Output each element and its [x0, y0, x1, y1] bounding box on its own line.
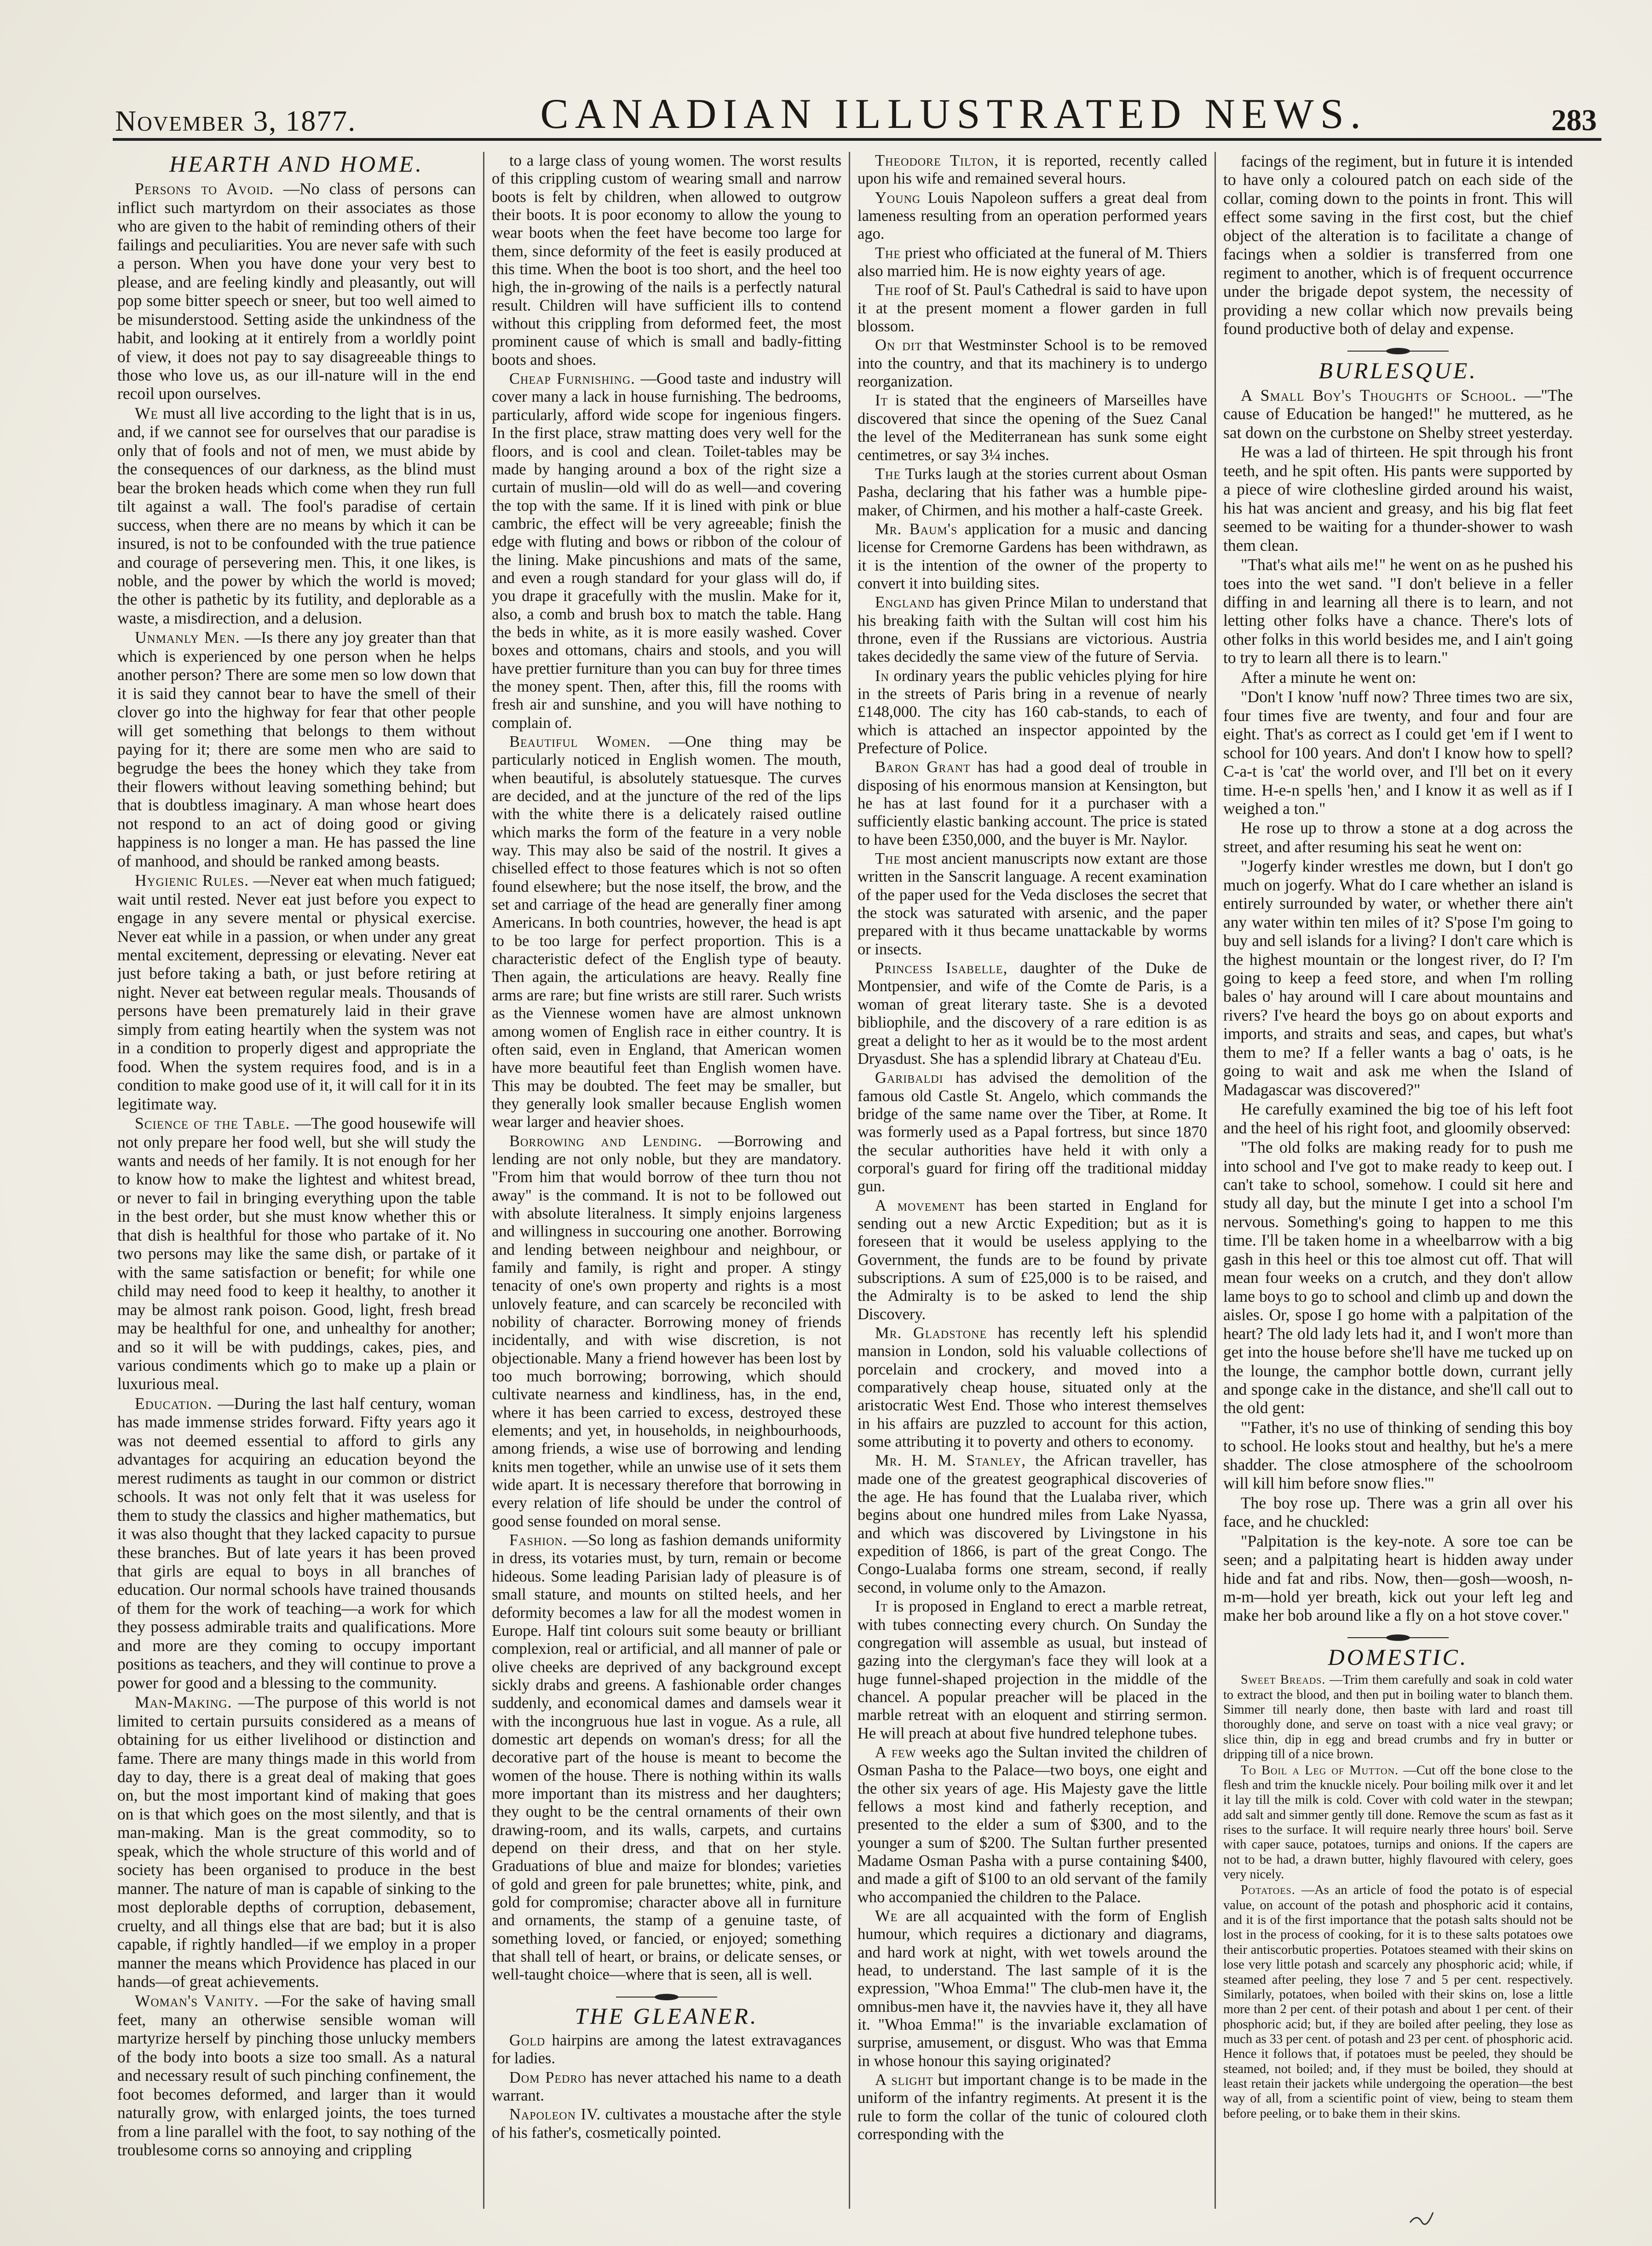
paragraph-text: "Palpitation is the key-note. A sore toe can be seen; and a palpitating heart is hidden away under hide and fat and ribs. Now, then—gosh—woosh, n-m-m—hold yer breath, kick out your left leg and make her bob around like a fly on a hot stove cover." — [1223, 1531, 1573, 1625]
paragraph-lead: Baron Grant — [875, 758, 971, 776]
article-paragraph — [1223, 1494, 1573, 1531]
article-paragraph — [858, 1197, 1207, 1323]
domestic-recipes — [1223, 1673, 1573, 2121]
paragraph-lead: It — [875, 392, 888, 410]
article-paragraph — [1223, 1883, 1573, 2121]
paragraph-text: —Borrowing and lending are not only noble, but they are mandatory. "From him that would borrow of thee turn thou not away" is the command. It is not to be followed out with absolute literalness. It simply enjoins largeness and willingness in succouring one another. Borrowing and lending between neighbour and neighbour, or family and family, is right and proper. A stingy tenacity of one's own property and rights is a most unlovely feature, and can scarcely be reconciled with nobility of character. Borrowing money of friends incidentally, and with wise discretion, is not objectionable. Many a friend however has been lost by too much borrowing; borrowing, which should cultivate nearness and kindliness, has, in the end, where it has been carried to excess, destroyed these elements; and yet, in households, in neighbourhoods, among friends, a wise use of borrowing and lending knits men together, while an unwise use of it sets them wide apart. It is necessary therefore that borrowing in every relation of life should be under the control of good sense founded on moral sense. — [492, 1132, 841, 1530]
paragraph-text: —Never eat when much fatigued; wait until rested. Never eat just before you expect to engage in any severe mental or physical exercise. Never eat while in a passion, or when under any great mental excitement, depressing or elevating. Never eat just before taking a bath, or just before retiring at night. Never eat between regular meals. Thousands of persons have been prematurely laid in their grave simply from eating heartily when the system was not in a condition to properly digest and appropriate the food. When the system requires food, and is in a condition to make good use of it, it will call for it in its legitimate way. — [117, 871, 476, 1113]
paragraph-text: He carefully examined the big toe of his left foot and the heel of his right foot, and gloomily observed: — [1223, 1100, 1573, 1137]
paragraph-text: "'Father, it's no use of thinking of sending this boy to school. He looks stout and healthy, but he's a mere shadder. The close atmosphere of the schoolroom will kill him before snow flies.'" — [1223, 1418, 1573, 1493]
paragraph-text: the African traveller, has made one of the greatest geographical discoveries of the age. He has found that the Lualaba river, which begins about one hundred miles from Lake Nyassa, and which was discovered by Livingstone in his expedition of 1866, is part of the great Congo. The Congo-Lualaba forms one stream, second, if really second, in volume only to the Amazon. — [858, 1452, 1207, 1596]
paragraph-lead: Unmanly Men. — [135, 628, 240, 647]
paragraph-text: is proposed in England to erect a marble retreat, with tubes connecting every church. On Sunday the congregation will assemble as usual, but instead of gazing into the clergyman's face they will look at a huge funnel-shaped projection in the middle of the chancel. A popular preacher will be placed in the marble retreat with an eloquent and stirring sermon. He will preach at about five hundred telephone tubes. — [858, 1598, 1208, 1742]
paragraph-lead: In — [875, 667, 889, 685]
paragraph-text: —Is there any joy greater than that which is experienced by one person when he helps another person? There are some men so low down that it is said they cannot bear to have the smell of their clover go into the highway for fear that other people will get something that belongs to them without paying for it; there are some men who are said to begrudge the bees the honey which they take from their flowers without leaving something behind; but that is doubtless imaginary. A man whose heart does not respond to an act of doing good or giving happiness is no longer a man. He has passed the line of manhood, and should be ranked among beasts. — [117, 628, 476, 870]
section-heading-the-gleaner: THE GLEANER. — [575, 2003, 759, 2029]
paragraph-text: —Trim them carefully and soak in cold water to extract the blood, and then put in boiling water to blanch them. Simmer till nearly done, then baste with lard and roast till thoroughly done, and serve on toast with a nice veal gravy; or slice thin, dip in egg and bread crumbs and fry in butter or dripping till of a nice brown. — [1223, 1673, 1573, 1762]
paragraph-text: —The good housewife will not only prepare her food well, but she will study the wants and needs of her family. It is not enough for her to know how to make the lightest and whitest bread, or never to fail in bringing everything upon the table in the best order, but she must know whether this or that dish is healthful for those who partake of it. No two persons may like the same dish, or partake of it with the same satisfaction or benefit; for while one child may need food to keep it healthy, to another it may be almost rank poison. Good, light, fresh bread may be healthful for one, and unhealthy for another; and so it will be with puddings, cakes, pies, and various condiments which go to make up a plain or luxurious meal. — [117, 1114, 476, 1393]
section-heading-hearth-and-home: HEARTH AND HOME. — [169, 152, 424, 177]
paragraph-text: "That's what ails me!" he went on as he pushed his toes into the wet sand. "I don't believe in a feller diffing in and learning all there is to learn, and not letting other folks have a chance. There's lots of other folks in this world besides me, and I ain't going to try to learn all there is to learn." — [1223, 555, 1573, 667]
paragraph-lead: Man-Making. — [135, 1693, 232, 1712]
article-paragraph — [858, 959, 1207, 1068]
article-paragraph — [858, 336, 1207, 391]
article-paragraph — [858, 667, 1207, 758]
paragraph-text: —No class of persons can inflict such martyrdom on their associates as those who are given to the habit of reminding others of their failings and peculiarities. You are never safe with such a person. When you have done your very best to please, and are feeling kindly and pleasantly, out will pop some bitter speech or sneer, but too well aimed to be misunderstood. Setting aside the unkindness of the habit, and looking at it entirely from a worldly point of view, it does not pay to say disagreeable things to those who love us, as our ill-nature will in the end recoil upon ourselves. — [117, 179, 476, 403]
section-heading-domestic: DOMESTIC. — [1328, 1644, 1468, 1670]
burlesque-articles — [1223, 386, 1573, 1625]
article-paragraph — [1223, 1138, 1573, 1417]
paragraph-lead: Sweet Breads. — [1241, 1673, 1326, 1687]
paragraph-text: The boy rose up. There was a grin all over his face, and he chuckled: — [1223, 1493, 1573, 1531]
article-paragraph — [1223, 443, 1573, 554]
article-paragraph — [858, 244, 1207, 281]
paragraph-lead: Beautiful Women. — [509, 733, 651, 751]
article-paragraph — [858, 465, 1207, 520]
paragraph-lead: Garibaldi — [875, 1069, 944, 1087]
article-paragraph — [858, 1744, 1207, 1906]
paragraph-text: it is reported, recently called upon his wife and remained several hours. — [858, 152, 1207, 188]
column-3 — [849, 152, 1215, 2209]
article-paragraph — [117, 1114, 476, 1393]
article-paragraph — [1223, 555, 1573, 667]
paragraph-lead: A Small Boy's Thoughts of School. — [1241, 386, 1517, 404]
paragraph-text: —So long as fashion demands uniformity in dress, its votaries must, by turn, remain or become hideous. Some leading Parisian lady of pleasure is of small stature, and mounts on stilted heels, and her deformity becomes a law for all the modest women in Europe. Half tint colours suit some beauty or brilliant complexion, real or artificial, and all manner of pale or olive cheeks are deprived of any background except sickly drabs and greens. A fashionable order changes suddenly, and economical dames and damsels wear it with the incongruous hue last in vogue. As a rule, all domestic art depends on woman's dress; for all the decorative part of the house is meant to become the women of the house. There is nothing within its walls more important than its mistress and her daughters; they ought to be the central ornaments of their own drawing-room, and its walls, carpets, and curtains depend on their dress, and that on her style. Graduations of blue and maize for blondes; varieties of gold and green for pale brunettes; white, pink, and gold for compromise; character above all in furniture and ornaments, the stamp of a genuine taste, of something loved, or fancied, or enjoyed; something that shall tell of heart, or brains, or delicate senses, or well-taught choice—where that is seen, all is well. — [492, 1531, 842, 1984]
article-paragraph — [858, 758, 1207, 849]
section-divider-ornament — [611, 1992, 722, 2003]
paragraph-lead: We — [135, 404, 158, 422]
page-number: 283 — [1551, 104, 1597, 137]
gleaner-items — [492, 2032, 841, 2142]
paragraph-text: Turks laugh at the stories current about Osman Pasha, declaring that his father was a humble pipe-maker, of Chirmen, and his mother a half-caste Greek. — [858, 465, 1207, 519]
paragraph-lead: A few — [875, 1743, 916, 1761]
paragraph-lead: Mr. Baum's — [875, 520, 958, 538]
paragraph-text: but important change is to be made in the uniform of the infantry regiments. At present it is the rule to form the collar of the tunic of coloured cloth corresponding with the — [858, 2071, 1207, 2143]
paragraph-text: —As an article of food the potato is of especial value, on account of the potash and phosphoric acid it contains, and it is of the first importance that the potash salts should not be lost in the process of cooking, for it is to these salts potatoes owe their antiscorbutic properties. Potatoes steamed with their skins on lose very little potash and scarcely any phosphoric acid; while, if steamed after peeling, they lose 7 and 5 per cent. respectively. Similarly, potatoes, when boiled with their skins on, lose a little more than 2 per cent. of their potash and about 1 per cent. of their phosphoric acid; but, if they are boiled after peeling, they lose as much as 33 per cent. of potash and 23 per cent. of phosphoric acid. Hence it follows that, if potatoes must be peeled, they should be steamed, not boiled; and, if they must be boiled, they should at least retain their jackets while undergoing the operation—the best way of all, from a scientific point of view, being to steam them before peeling, or to bake them in their skins. — [1223, 1883, 1573, 2121]
article-paragraph — [858, 392, 1207, 464]
paragraph-text: daughter of the Duke de Montpensier, and wife of the Comte de Paris, is a woman of great literary taste. She is a devoted bibliophile, and the discovery of a rare edition is as great a delight to her as it would be to the most ardent Dryasdust. She has a splendid library at Chateau d'Eu. — [858, 959, 1207, 1068]
paragraph-lead: Dom Pedro — [509, 2068, 587, 2086]
paragraph-text: cultivates a moustache after the style of his father's, cosmetically pointed. — [492, 2106, 841, 2142]
paragraph-lead: A movement — [875, 1196, 965, 1214]
column-4 — [1215, 152, 1580, 2209]
article-paragraph — [858, 152, 1207, 188]
paragraph-text: has been started in England for sending out a new Arctic Expedition; but as it is foreseen that it would be useless applying to the Government, the funds are to be found by private subscriptions. A sum of £25,000 is to be raised, and the Admiralty is to be asked to lend the ship Discovery. — [858, 1196, 1208, 1323]
article-paragraph — [858, 850, 1207, 958]
article-paragraph — [117, 404, 476, 627]
paragraph-text: —Cut off the bone close to the flesh and trim the knuckle nicely. Pour boiling milk over it and let it lay till the milk is cold. Cover with cold water in the stewpan; add salt and simmer gently till done. Remove the scum as fast as it rises to the surface. It will require nearly three hours' boil. Serve with caper sauce, potatoes, turnips and onions. If the capers are not to be had, a drawn butter, highly flavoured with celery, goes very nicely. — [1223, 1763, 1573, 1882]
article-paragraph — [117, 1693, 476, 1991]
column-1 — [117, 152, 483, 2209]
issue-date: November 3, 1877. — [115, 104, 357, 137]
paragraph-lead: Persons to Avoid. — [135, 179, 274, 198]
article-paragraph — [1223, 819, 1573, 856]
article-paragraph — [1223, 386, 1573, 442]
article-paragraph — [858, 594, 1207, 666]
paragraph-text: has given Prince Milan to understand that his breaking faith with the Sultan will cost him his throne, even if the Russians are victorious. Austria takes decidedly the same view of the future of Servia. — [858, 594, 1207, 666]
paragraph-text: has never attached his name to a death warrant. — [492, 2068, 842, 2105]
article-paragraph — [117, 1992, 476, 2159]
paragraph-lead: The — [875, 244, 901, 262]
paragraph-text: has had a good deal of trouble in disposing of his enormous mansion at Kensington, but he has at last found for it a purchaser with a sufficiently elastic banking account. The price is stated to have been £350,000, and the buyer is Mr. Naylor. — [858, 758, 1208, 849]
paragraph-text: "Jogerfy kinder wrestles me down, but I don't go much on jogerfy. What do I care whether an island is entirely surrounded by water, or whether there ain't any water within ten miles of it? S'pose I'm going to buy and sell islands for a living? I don't care which is the highest mountain or the longest river, do I? I'm going to keep a feed store, and when I'm rolling bales o' hay around will I care about mountains and rivers? I've heard the boys go on about exports and imports, and straits and seas, and capes, but what's them to me? If a feller wants a bag o' oats, is he going to wait and ask me when the Island of Madagascar was discovered?" — [1223, 857, 1573, 1099]
paragraph-text: facings of the regiment, but in future it is intended to have only a coloured patch on each side of the collar, coming down to the points in front. This will effect some saving in the first cost, but the chief object of the alteration is to facilitate a change of facings when a soldier is transferred from one regiment to another, which is of frequent occurrence under the brigade depot system, the necessity of providing a new collar which now prevails being found productive both of delay and expense. — [1223, 152, 1573, 338]
paragraph-lead: Cheap Furnishing. — [509, 370, 635, 388]
paragraph-lead: Mr. H. M. Stanley, — [875, 1452, 1026, 1470]
article-columns — [117, 152, 1599, 2209]
paragraph-text: that Westminster School is to be removed into the country, and that its machinery is to undergo reorganization. — [858, 336, 1207, 391]
article-paragraph — [858, 2071, 1207, 2143]
paragraph-text: weeks ago the Sultan invited the children of Osman Pasha to the Palace—two boys, one eight and the other six years of age. His Majesty gave the little fellows a most kind and fatherly reception, and presented to the elder a sum of $300, and to the younger a sum of $200. The Sultan further presented Madame Osman Pasha with a purse containing $400, and made a gift of $100 to an old servant of the family who accompanied the children to the Palace. — [858, 1743, 1208, 1906]
article-paragraph — [1223, 152, 1573, 338]
paragraph-text: —One thing may be particularly noticed in English women. The mouth, when beautiful, is absolutely statuesque. The curves are decided, and at the juncture of the red of the lips with the white there is a delicately raised outline which marks the form of the feature in a very noble way. This may also be said of the nostril. It gives a chiselled effect to those features which is not so often found elsewhere; but the nose itself, the brow, and the set and carriage of the head are generally finer among Americans. In both countries, however, the head is apt to be too large for perfect proportion. This is a characteristic defect of the English type of beauty. Then again, the articulations are heavy. Really fine arms are rare; but fine wrists are still rarer. Such wrists as the Viennese women have are almost unknown among women of English race in either country. It is often said, even in England, that American women have more beautiful feet than English women have. This may be doubted. The feet may be smaller, but they generally look smaller because English women wear larger and heavier shoes. — [492, 733, 842, 1131]
paragraph-text: roof of St. Paul's Cathedral is said to have upon it at the present moment a flower garden in full blossom. — [858, 281, 1208, 335]
paragraph-text: Louis Napoleon suffers a great deal from lameness resulting from an operation performed years ago. — [858, 189, 1207, 243]
paragraph-lead: Napoleon IV. — [509, 2106, 601, 2124]
pencil-mark-icon — [1408, 2209, 1435, 2227]
paragraph-lead: The — [875, 850, 901, 868]
article-paragraph — [492, 152, 841, 369]
paragraph-text: He was a lad of thirteen. He spit through his front teeth, and he spit often. His pants were supported by a piece of wire clothesline girded around his waist, his hat was ancient and greasy, and his big flat feet seemed to be waiting for a thunder-shower to wash them clean. — [1223, 443, 1573, 554]
article-paragraph — [1223, 1673, 1573, 1762]
article-paragraph — [858, 1907, 1207, 2070]
article-paragraph — [117, 1394, 476, 1692]
article-paragraph — [1223, 1100, 1573, 1137]
paragraph-lead: To Boil a Leg of Mutton. — [1241, 1763, 1399, 1778]
article-paragraph — [1223, 1532, 1573, 1625]
article-paragraph — [492, 2069, 841, 2105]
article-paragraph — [492, 370, 841, 732]
page-header — [115, 87, 1597, 138]
paragraph-text: is stated that the engineers of Marseilles have discovered that since the opening of the Suez Canal the level of the Mediterranean has sunk some eight centimetres, or say 3¼ inches. — [858, 392, 1207, 464]
article-paragraph — [492, 2106, 841, 2142]
paragraph-lead: Education. — [135, 1394, 213, 1413]
section-heading-burlesque: BURLESQUE. — [1318, 357, 1478, 383]
paragraph-text: to a large class of young women. The worst results of this crippling custom of wearing small and narrow boots is felt by children, when allowed to outgrow their boots. It is poor economy to allow the young to wear boots when the feet have become too large for them, since deformity of the feet is easily produced at this time. When the boot is too short, and the heel too high, the in-growing of the nails is a perfectly natural result. Children will have sufficient ills to contend without this crippling from deformed feet, the most prominent cause of which is small and badly-fitting boots and shoes. — [492, 152, 841, 369]
article-paragraph — [1223, 1763, 1573, 1882]
paragraph-text: application for a music and dancing license for Cremorne Gardens has been withdrawn, as it is the intention of the owner of the property to convert it into building sites. — [858, 520, 1207, 592]
paragraph-lead: Borrowing and Lending. — [509, 1132, 702, 1150]
article-paragraph — [492, 1132, 841, 1531]
paragraph-lead: Gold — [509, 2032, 546, 2050]
article-paragraph — [117, 871, 476, 1113]
paragraph-text: are all acquainted with the form of English humour, which requires a dictionary and diagrams, and hard work at night, with wet towels around the head, to understand. The last sample of it is the expression, "Whoa Emma!" The club-men have it, the omnibus-men have it, the navvies have it, they all have it. "Whoa Emma!" is the invariable exclamation of surprise, amusement, or disgust. Who was that Emma in whose honour this saying originated? — [858, 1907, 1208, 2070]
article-paragraph — [492, 733, 841, 1132]
article-paragraph — [492, 2032, 841, 2068]
article-paragraph — [858, 1324, 1207, 1451]
column-2-articles — [492, 152, 841, 1984]
paragraph-lead: Young — [875, 189, 921, 207]
paragraph-text: —During the last half century, woman has made immense strides forward. Fifty years ago it was not deemed essential to afford to girls any advantages for acquiring an education beyond the merest rudiments as taught in our common or district schools. It was not only felt that it was useless for them to study the classics and higher mathematics, but it was also thought that they lacked capacity to pursue these branches. But of late years it has been proved that girls are equal to boys in all branches of education. Our normal schools have trained thousands of them for the work of teaching—a work for which they possess admirable traits and qualifications. More and more are they coming to occupy important positions as teachers, and they will continue to prove a power for good and a blessing to the community. — [117, 1394, 476, 1692]
article-paragraph — [858, 281, 1207, 335]
article-paragraph — [858, 1452, 1207, 1597]
article-paragraph — [492, 1531, 841, 1984]
paragraph-text: has recently left his splendid mansion in London, sold his valuable collections of porcelain and crockery, and moved into a comparatively cheap house, situated only at the aristocratic West End. Those who interest themselves in his affairs are puzzled to account for this action, some attributing it to poverty and others to economy. — [858, 1324, 1207, 1451]
article-paragraph — [117, 628, 476, 870]
paragraph-text: He rose up to throw a stone at a dog across the street, and after resuming his seat he went on: — [1223, 819, 1573, 856]
paragraph-text: —Good taste and industry will cover many a lack in house furnishing. The bedrooms, particularly, afford wide scope for ingenious fingers. In the first place, straw matting does very well for the floors, and is cool and clean. Toilet-tables may be made by hanging around a box of the right size a curtain of muslin—old will do as well—and covering the top with the same. If it is lined with pink or blue cambric, the effect will be very agreeable; finish the edge with fluting and bows or ribbon of the colour of the lining. Make pincushions and mats of the same, and even a rough standard for your glass will do, if you drape it gracefully with the muslin. Make for it, also, a comb and brush box to match the table. Hang the beds in white, as it is more easily washed. Cover boxes and ottomans, chairs and stools, and you will have prettier furniture than you can buy for three times the money spent. Then, after this, fill the rooms with fresh air and sunshine, and you will have nothing to complain of. — [492, 370, 841, 732]
paragraph-lead: We — [875, 1907, 898, 1925]
gleaner-items-continued — [858, 152, 1207, 2143]
paragraph-lead: Woman's Vanity. — [135, 1992, 259, 2010]
paragraph-lead: Theodore Tilton, — [875, 152, 999, 169]
article-paragraph — [858, 1069, 1207, 1195]
column-2 — [483, 152, 849, 2209]
paragraph-text: hairpins are among the latest extravagances for ladies. — [492, 2032, 841, 2067]
paragraph-lead: The — [875, 465, 901, 483]
column-4-continuation — [1223, 152, 1573, 338]
paragraph-lead: England — [875, 594, 935, 612]
paragraph-text: After a minute he went on: — [1241, 668, 1416, 687]
paragraph-text: priest who officiated at the funeral of M. Thiers also married him. He is now eighty years of age. — [858, 244, 1207, 280]
article-paragraph — [858, 189, 1207, 243]
paragraph-text: —For the sake of having small feet, many an otherwise sensible woman will martyrize herself by pinching those unlucky members of the body into boots a size too small. As a natural and necessary result of such pinching confinement, the foot becomes deformed, and larger than it would naturally grow, with enlarged joints, the toes turned from a line parallel with the foot, to say nothing of the troublesome corns so annoying and crippling — [117, 1992, 476, 2159]
paragraph-text: ordinary years the public vehicles plying for hire in the streets of Paris bring in a revenue of nearly £148,000. The city has 160 cab-stands, to each of which is attached an inspector appointed by the Prefecture of Police. — [858, 667, 1208, 757]
paragraph-lead: Science of the Table. — [135, 1114, 290, 1133]
paragraph-lead: Mr. Gladstone — [875, 1324, 987, 1342]
paragraph-text: must all live according to the light that is in us, and, if we cannot see for ourselves that our paradise is only that of fools and not of men, we must abide by the consequences of our darkness, as the blind must bear the broken heads which come when they run full tilt against a wall. The fool's paradise of certain success, when there are no means by which it can be insured, is not to be confounded with the true patience and courage of persevering men. This, it one likes, is noble, and the power by which the world is moved; the other is pathetic by its futility, and deplorable as a waste, a misdirection, and a delusion. — [117, 404, 476, 627]
paragraph-lead: On dit — [875, 336, 922, 354]
paragraph-text: —The purpose of this world is not limited to certain pursuits considered as a means of obtaining for us either livelihood or distinction and fame. There are many things made in this world from day to day, there is a great deal of making that goes on, but the most important kind of making that goes on is that which goes on the most silently, and that is man-making. Man is the great commodity, so to speak, which the whole structure of this world and of society has been organised to produce in the best manner. The nature of man is capable of sinking to the most deplorable depths of corruption, debasement, cruelty, and all things else that are bad; but it is also capable, if rightly handled—if we employ in a proper manner the means which Providence has placed in our hands—of great achievements. — [117, 1693, 476, 1991]
section-divider-ornament — [1343, 346, 1453, 357]
article-paragraph — [858, 1598, 1207, 1743]
article-paragraph — [117, 179, 476, 403]
paragraph-lead: The — [875, 281, 901, 299]
article-paragraph — [1223, 1418, 1573, 1493]
section-divider-ornament — [1343, 1632, 1453, 1643]
article-paragraph — [858, 520, 1207, 593]
article-paragraph — [1223, 687, 1573, 818]
paragraph-lead: A slight — [875, 2071, 933, 2089]
article-paragraph — [1223, 857, 1573, 1099]
paragraph-lead: Potatoes. — [1241, 1883, 1295, 1898]
newspaper-title: CANADIAN ILLUSTRATED NEWS. — [540, 90, 1367, 137]
paragraph-lead: Fashion. — [509, 1531, 568, 1549]
paragraph-lead: Hygienic Rules. — [135, 871, 249, 890]
paragraph-text: —"The cause of Education be hanged!" he muttered, as he sat down on the curbstone on Shelby street yesterday. — [1223, 386, 1573, 442]
hearth-and-home-articles — [117, 179, 476, 2159]
paragraph-lead: It — [875, 1598, 888, 1616]
paragraph-text: has advised the demolition of the famous old Castle St. Angelo, which commands the bridge of the same name over the Tiber, at Rome. It was formerly used as a Papal fortress, but since 1870 the secular authorities have held it with only a corporal's guard for firing off the traditional midday gun. — [858, 1069, 1208, 1195]
paragraph-text: "The old folks are making ready for to push me into school and I've got to make ready to keep out. I can't take to school, somehow. I could sit here and study all day, but the minute I get into a school I'm nervous. Something's going to happen to me this time. I'll be taken home in a wheelbarrow with a big gash in this heel or this toe almost cut off. That will mean four weeks on a crutch, and they don't allow lame boys to go to school and climb up and down the aisles. Or, spose I go home with a palpitation of the heart? The old lady lets had it, and I won't more than get into the house before she'll have me tucked up on the lounge, the camphor bottle down, currant jelly and sponge cake in the distance, and she'll call out to the old gent: — [1223, 1138, 1573, 1417]
article-paragraph — [1223, 668, 1573, 687]
paragraph-lead: Princess Isabelle, — [875, 959, 1008, 977]
header-rule — [113, 138, 1601, 141]
paragraph-text: most ancient manuscripts now extant are those written in the Sanscrit language. A recent examination of the paper used for the Veda discloses the secret that the stock was saturated with arsenic, and the paper prepared with it thus became unattackable by worms or insects. — [858, 850, 1208, 958]
paragraph-text: "Don't I know 'nuff now? Three times two are six, four times five are twenty, and four and four are eight. That's as correct as I could get 'em if I went to school for 100 years. And don't I know how to spell? C-a-t is 'cat' the world over, and I'll bet on it every time. H-e-n spells 'hen,' and I know it as well as if I weighed a ton." — [1223, 687, 1573, 818]
